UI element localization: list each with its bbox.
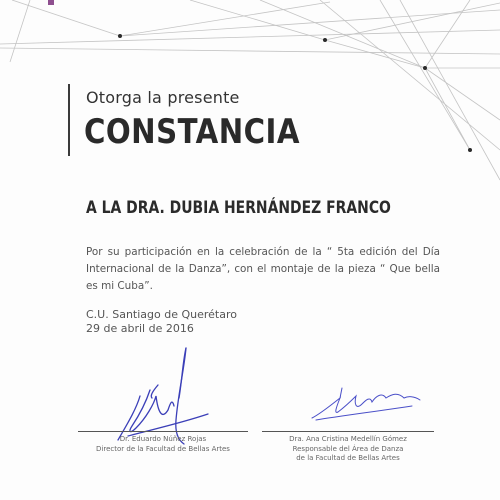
- certificate-title: CONSTANCIA: [84, 112, 300, 152]
- signatory-right-role-line2: de la Facultad de Bellas Artes: [296, 454, 400, 462]
- certificate-intro: Otorga la presente: [86, 88, 240, 107]
- certificate-place: C.U. Santiago de Querétaro: [86, 308, 237, 321]
- certificate-date: 29 de abril de 2016: [86, 322, 194, 335]
- signature-line-left: [78, 431, 248, 432]
- signatory-right-name: Dra. Ana Cristina Medellín Gómez: [289, 435, 407, 443]
- signatory-right-role-line1: Responsable del Área de Danza: [292, 444, 404, 453]
- signatory-left-block: [78, 435, 248, 454]
- signatory-right-block: [262, 435, 434, 464]
- signatory-left-role: Director de la Facultad de Bellas Artes: [96, 444, 230, 453]
- recipient-name: A LA DRA. DUBIA HERNÁNDEZ FRANCO: [86, 198, 391, 218]
- signatory-left-name: Dr. Eduardo Núñez Rojas: [119, 435, 207, 443]
- signature-line-right: [262, 431, 434, 432]
- certificate-body: Por su participación en la celebración de la “ 5ta edición del Día Internacional de la Danza”, con el montaje de la pieza “ Que bella es mi Cuba”.: [86, 246, 440, 292]
- accent-vertical-bar: [68, 84, 70, 156]
